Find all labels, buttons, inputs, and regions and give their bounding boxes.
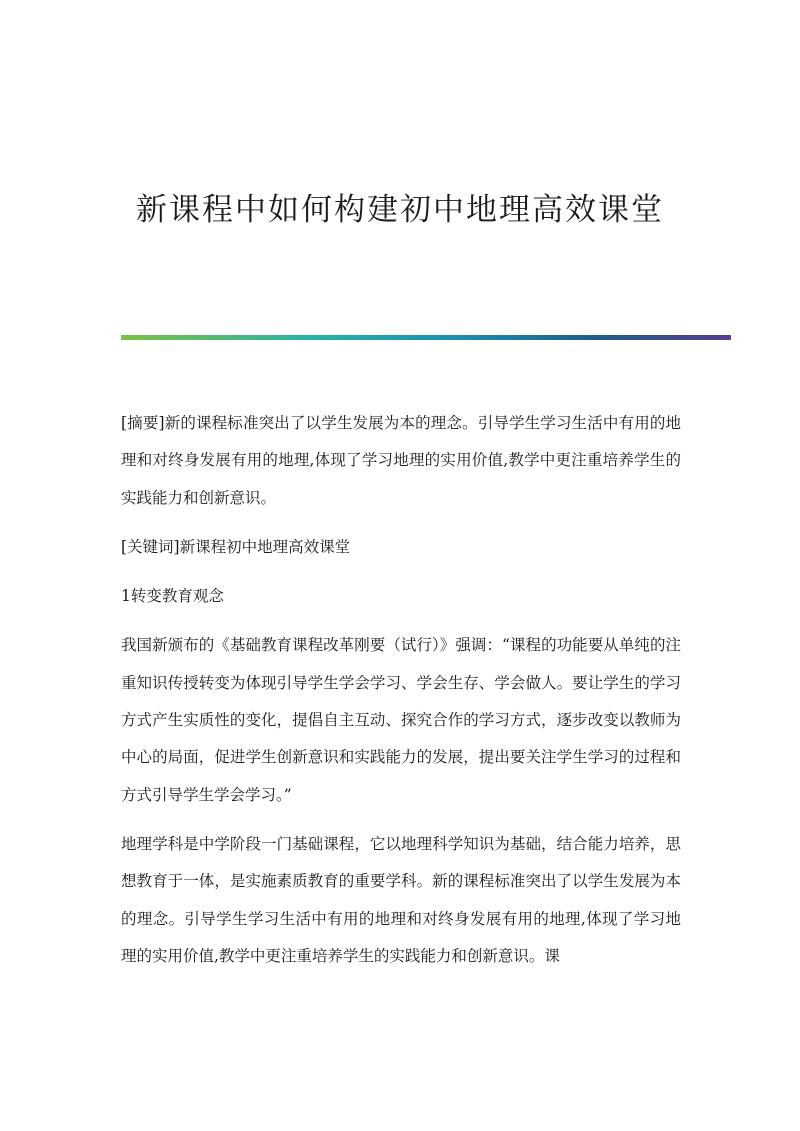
keywords-paragraph: [关键词]新课程初中地理高效课堂 [121,537,351,556]
document-body [121,405,681,987]
body-paragraph: 地理学科是中学阶段一门基础课程，它以地理科学知识为基础，结合能力培养，思想教育于一体，是实施素质教育的重要学科。新的课程标准突出了以学生发展为本的理念。引导学生学习生活中有用的地理和对终身发展有用的地理,体现了学习地理的实用价值,教学中更注重培养学生的实践能力和创新意识。课 [121,834,681,965]
body-paragraph: 我国新颁布的《基础教育课程改革刚要（试行）》强调：“课程的功能要从单纯的注重知识传授转变为体现引导学生学会学习、学会生存、学会做人。要让学生的学习方式产生实质性的变化，提倡自主互动、探究合作的学习方式，逐步改变以教师为中心的局面，促进学生创新意识和实践能力的发展，提出要关注学生学习的过程和方式引导学生学会学习。” [121,636,681,804]
title-divider [121,335,731,340]
section-heading: 1转变教育观念 [121,587,224,606]
document-title: 新课程中如何构建初中地理高效课堂 [136,192,664,228]
abstract-paragraph: [摘要]新的课程标准突出了以学生发展为本的理念。引导学生学习生活中有用的地理和对终身发展有用的地理,体现了学习地理的实用价值,教学中更注重培养学生的实践能力和创新意识。 [121,414,681,507]
